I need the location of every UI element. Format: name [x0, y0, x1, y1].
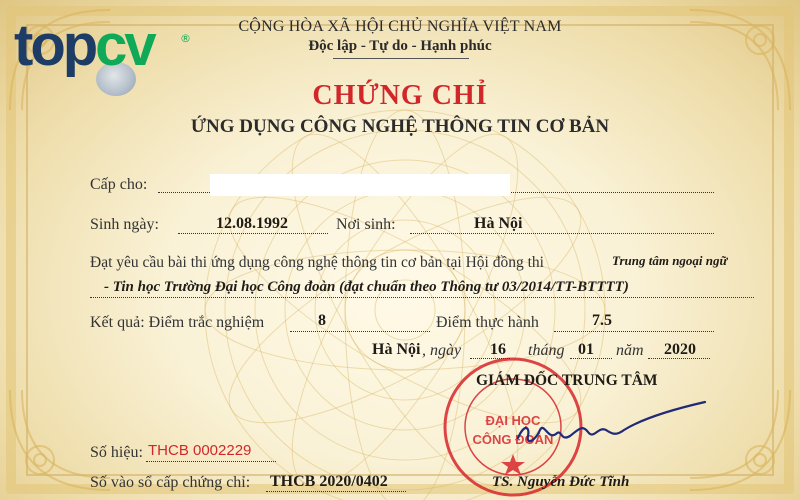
logo-part-cv: cv — [95, 13, 154, 78]
registry-book-value: THCB 2020/0402 — [270, 473, 388, 490]
dotted-line — [554, 331, 714, 332]
registry-book-label: Số vào sổ cấp chứng chỉ: — [90, 474, 251, 491]
dotted-line — [266, 491, 406, 492]
motto-underline — [333, 58, 469, 59]
date-day: 16 — [490, 341, 506, 358]
birthplace-value: Hà Nội — [474, 215, 523, 232]
year-label: năm — [616, 342, 644, 359]
dob-value: 12.08.1992 — [216, 215, 288, 232]
dotted-line — [290, 331, 430, 332]
date-month: 01 — [578, 341, 594, 358]
dotted-line — [90, 297, 754, 298]
logo-part-top: top — [14, 13, 96, 78]
registered-mark: ® — [180, 32, 191, 45]
signatory-name: TS. Nguyễn Đức Tĩnh — [492, 474, 630, 490]
certificate-subtitle: ỨNG DỤNG CÔNG NGHỆ THÔNG TIN CƠ BẢN — [190, 116, 610, 137]
seal-top-text: ĐẠI HỌC — [485, 413, 541, 428]
date-year: 2020 — [664, 341, 696, 358]
seal-bottom-text: CÔNG ĐOÀN — [472, 432, 554, 447]
dotted-line — [146, 461, 276, 462]
mcq-score: 8 — [318, 312, 326, 329]
certificate-title: CHỨNG CHỈ — [312, 80, 488, 111]
redacted-name — [210, 174, 510, 196]
practice-label: Điểm thực hành — [436, 314, 539, 331]
issued-to-label: Cấp cho: — [90, 176, 148, 193]
result-label: Kết quả: Điểm trắc nghiệm — [90, 314, 265, 331]
exam-council-line2: - Tin học Trường Đại học Công đoàn (đạt chuẩn theo Thông tư 03/2014/TT-BTTTT) — [104, 279, 629, 295]
serial-label: Số hiệu: — [90, 444, 143, 461]
day-label: , ngày — [422, 342, 462, 359]
dotted-line — [410, 233, 714, 234]
serial-value: THCB 0002229 — [148, 442, 252, 459]
nation-title: CỘNG HÒA XÃ HỘI CHỦ NGHĨA VIỆT NAM — [238, 18, 562, 35]
dotted-line — [178, 233, 328, 234]
practice-score: 7.5 — [592, 312, 612, 329]
pass-statement: Đạt yêu cầu bài thi ứng dụng công nghệ thông tin cơ bản tại Hội đồng thi — [90, 254, 544, 271]
dob-label: Sinh ngày: — [90, 216, 159, 233]
birthplace-label: Nơi sinh: — [336, 216, 396, 233]
handwritten-signature — [500, 396, 720, 456]
star-icon — [501, 454, 525, 475]
date-place: Hà Nội — [372, 341, 421, 358]
exam-council-line1: Trung tâm ngoại ngữ — [612, 253, 728, 268]
motto: Độc lập - Tự do - Hạnh phúc — [308, 38, 492, 54]
signatory-position: GIÁM ĐỐC TRUNG TÂM — [476, 372, 658, 389]
month-label: tháng — [528, 342, 565, 359]
